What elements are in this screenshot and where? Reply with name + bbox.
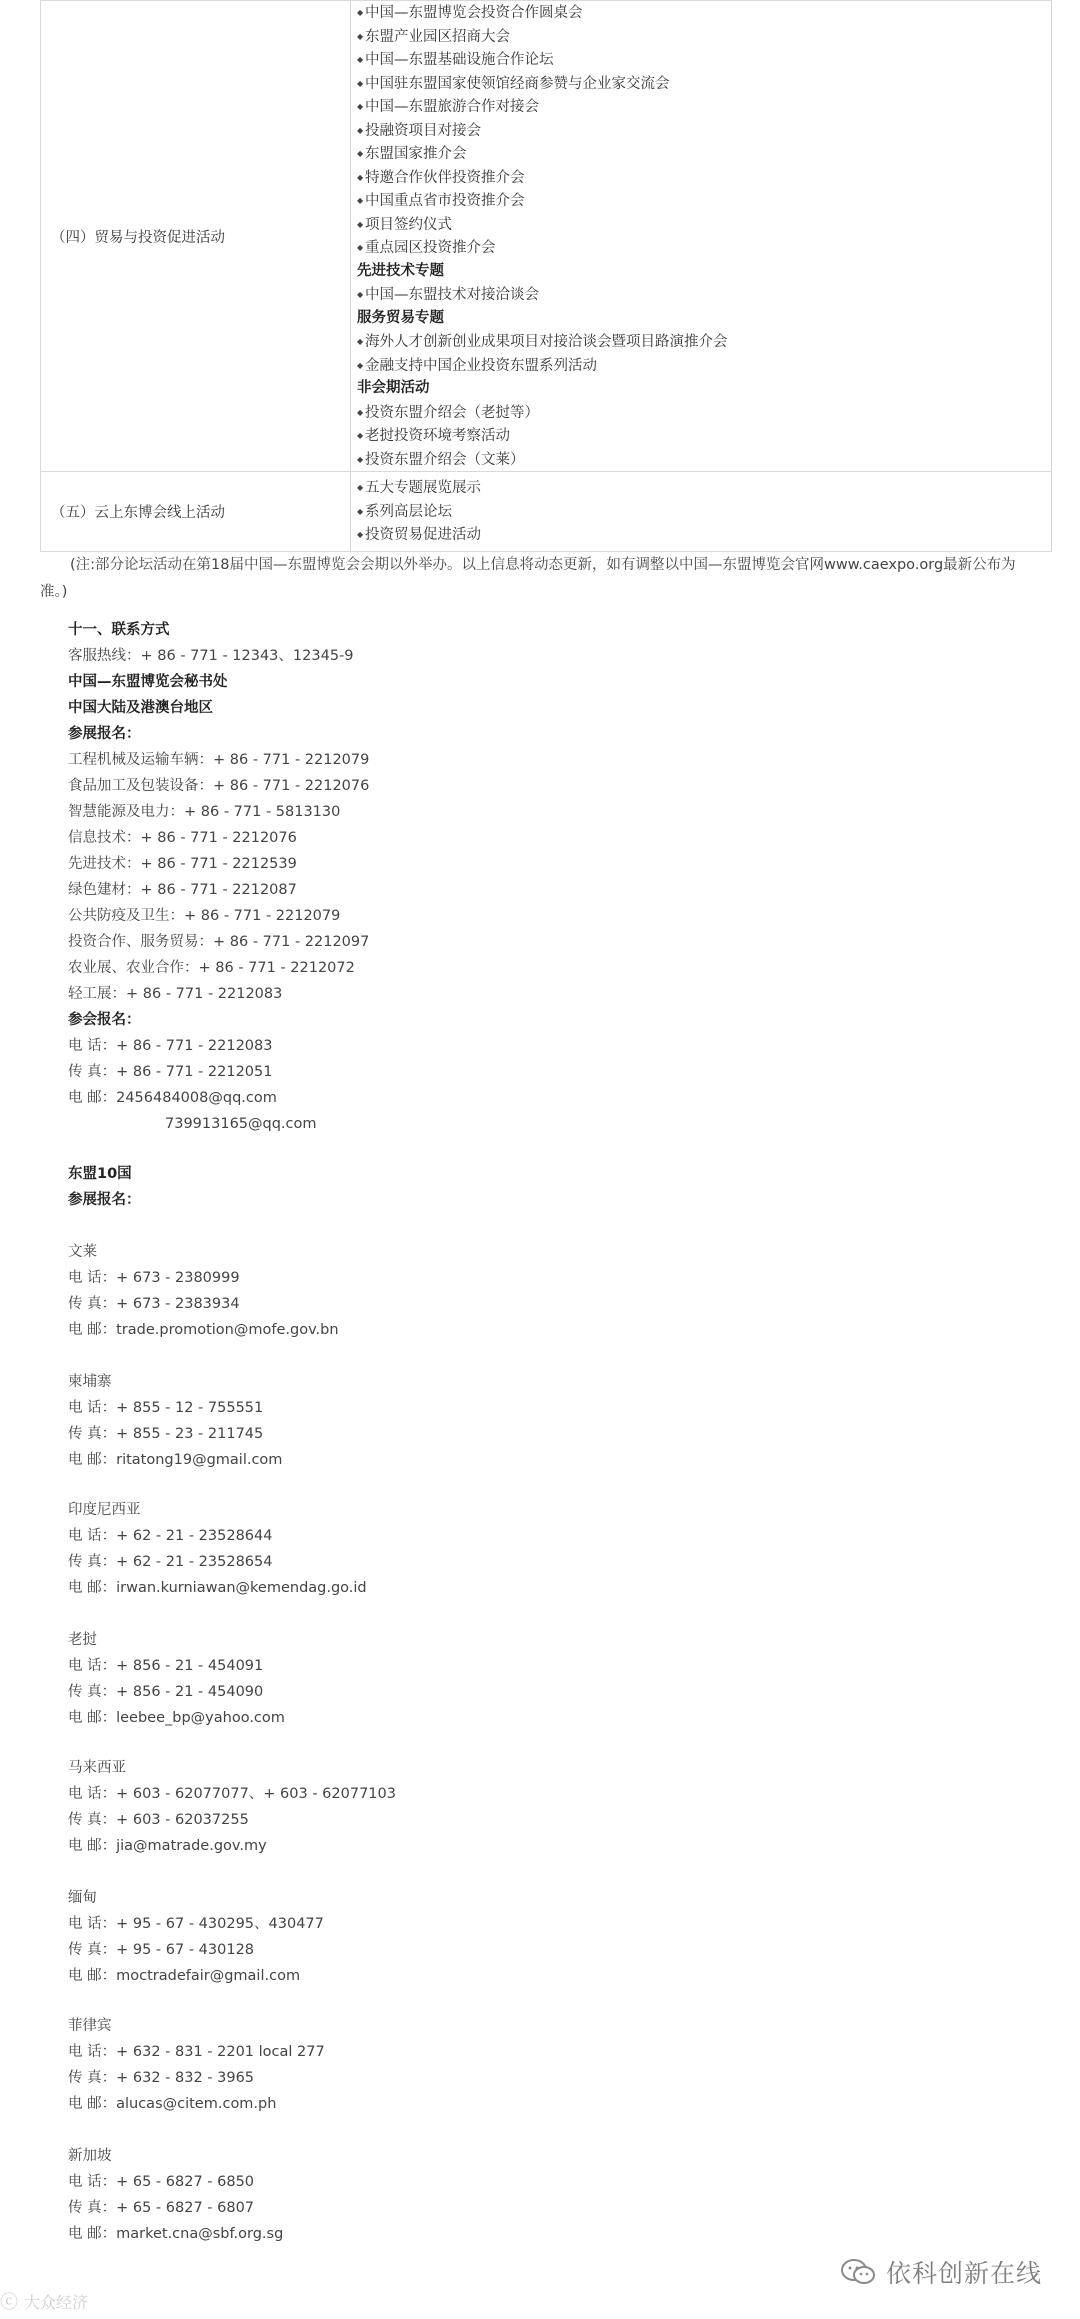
activity-item-text: 项目签约仪式 <box>365 216 452 233</box>
activity-item <box>357 354 1051 378</box>
brand-watermark <box>840 2254 1042 2290</box>
events-table-body <box>41 1 1052 552</box>
contact-line: 电 邮：leebee_bp@yahoo.com <box>68 1710 285 1726</box>
note-paragraph <box>40 552 1055 606</box>
activity-category-cell: （四）贸易与投资促进活动 <box>41 1 351 472</box>
contact-line: 缅甸 <box>68 1890 97 1906</box>
diamond-bullet-icon: ◆ <box>357 483 364 492</box>
diamond-bullet-icon: ◆ <box>357 431 364 440</box>
activity-item <box>357 500 1051 524</box>
activity-item <box>357 401 1051 425</box>
contact-line: 电 话：+ 856 - 21 - 454091 <box>68 1658 264 1674</box>
contact-line: 传 真：+ 86 - 771 - 2212051 <box>68 1064 273 1080</box>
contact-line: 柬埔寨 <box>68 1374 112 1390</box>
diamond-bullet-icon: ◆ <box>357 219 364 229</box>
wechat-icon <box>840 2258 876 2286</box>
diamond-bullet-icon: ◆ <box>357 55 364 64</box>
contact-line: 农业展、农业合作：+ 86 - 771 - 2212072 <box>68 960 355 976</box>
contact-line: 公共防疫及卫生：+ 86 - 771 - 2212079 <box>68 908 341 924</box>
activity-category-cell: （五）云上东博会线上活动 <box>41 472 351 552</box>
diamond-bullet-icon: ◆ <box>357 337 364 346</box>
activity-item <box>357 48 1051 72</box>
contact-line: 信息技术：+ 86 - 771 - 2212076 <box>68 830 297 846</box>
activity-item-text: 中国—东盟旅游合作对接会 <box>365 99 539 115</box>
note-line-2: 准。) <box>40 584 68 600</box>
contact-line: 绿色建材：+ 86 - 771 - 2212087 <box>68 882 297 898</box>
contact-line: 电 话：+ 632 - 831 - 2201 local 277 <box>68 2044 325 2060</box>
activity-item-text: 中国重点省市投资推介会 <box>365 193 525 209</box>
contact-line: 电 邮：market.cna@sbf.org.sg <box>68 2226 284 2242</box>
contact-line: 电 话：+ 603 - 62077077、+ 603 - 62077103 <box>68 1786 396 1802</box>
diamond-bullet-icon: ◆ <box>357 31 364 41</box>
activity-item-text: 投资贸易促进活动 <box>365 527 481 543</box>
brand-text: 依科创新在线 <box>885 2259 1042 2288</box>
activity-item <box>357 476 1051 500</box>
activity-item <box>357 1 1051 25</box>
activity-item-text: 老挝投资环境考察活动 <box>365 428 510 444</box>
events-table <box>40 0 1052 552</box>
activity-item-text: 中国—东盟基础设施合作论坛 <box>365 52 554 68</box>
activity-item <box>357 523 1051 547</box>
contact-line: 电 话：+ 673 - 2380999 <box>68 1270 240 1286</box>
activity-item <box>357 448 1051 472</box>
contact-heading: 参展报名： <box>68 726 141 742</box>
activity-item-text: 金融支持中国企业投资东盟系列活动 <box>365 357 597 374</box>
diamond-bullet-icon: ◆ <box>357 506 364 516</box>
contact-heading: 中国大陆及港澳台地区 <box>68 700 213 716</box>
contact-line: 电 邮：trade.promotion@mofe.gov.bn <box>68 1322 339 1338</box>
diamond-bullet-icon: ◆ <box>357 290 364 299</box>
contact-line: 电 邮：alucas@citem.com.ph <box>68 2096 277 2112</box>
contact-line: 传 真：+ 856 - 21 - 454090 <box>68 1684 264 1700</box>
contact-line: 投资合作、服务贸易：+ 86 - 771 - 2212097 <box>68 934 370 950</box>
activity-item <box>357 213 1051 237</box>
activity-group-heading <box>357 377 1051 401</box>
contact-line: 印度尼西亚 <box>68 1502 141 1518</box>
contact-line: 739913165@qq.com <box>165 1116 317 1132</box>
contact-heading: 参展报名： <box>68 1192 141 1208</box>
activity-item-text: 非会期活动 <box>357 380 430 396</box>
activity-item <box>357 283 1051 307</box>
contact-line: 传 真：+ 95 - 67 - 430128 <box>68 1942 255 1958</box>
contact-line: 客服热线：+ 86 - 771 - 12343、12345-9 <box>68 648 354 664</box>
activity-list-cell <box>351 1 1052 472</box>
diamond-bullet-icon: ◆ <box>357 149 364 158</box>
contact-line: 新加坡 <box>68 2148 112 2164</box>
contact-line: 食品加工及包装设备：+ 86 - 771 - 2212076 <box>68 778 370 794</box>
contact-heading: 中国—东盟博览会秘书处 <box>68 674 228 690</box>
activity-item <box>357 330 1051 354</box>
contact-line: 电 邮：irwan.kurniawan@kemendag.go.id <box>68 1580 367 1596</box>
contact-line: 工程机械及运输车辆：+ 86 - 771 - 2212079 <box>68 752 370 768</box>
contact-line: 电 话：+ 855 - 12 - 755551 <box>68 1400 264 1416</box>
activity-item-text: 中国—东盟技术对接洽谈会 <box>365 287 539 303</box>
contact-line: 文莱 <box>68 1244 97 1260</box>
diamond-bullet-icon: ◆ <box>357 407 364 417</box>
activity-item-text: 五大专题展览展示 <box>365 480 481 496</box>
contact-line: 传 真：+ 673 - 2383934 <box>68 1296 240 1312</box>
contact-line: 菲律宾 <box>68 2018 112 2034</box>
contact-line: 传 真：+ 65 - 6827 - 6807 <box>68 2200 255 2216</box>
corner-logo-icon: ⓒ <box>0 2292 18 2313</box>
activity-item-text: 投资东盟介绍会（老挝等） <box>365 404 539 421</box>
contact-line: 电 邮：2456484008@qq.com <box>68 1090 277 1106</box>
activity-item-text: 投融资项目对接会 <box>365 122 481 139</box>
corner-watermark <box>0 2288 88 2314</box>
activity-item <box>357 95 1051 119</box>
activity-item <box>357 236 1051 260</box>
contact-line: 老挝 <box>68 1632 97 1648</box>
contact-line: 智慧能源及电力：+ 86 - 771 - 5813130 <box>68 804 341 820</box>
activity-item-text: 系列高层论坛 <box>365 503 452 520</box>
diamond-bullet-icon: ◆ <box>357 172 364 182</box>
note-line-1: (注:部分论坛活动在第18届中国—东盟博览会会期以外举办。以上信息将动态更新，如有调整以中国—东盟博览会官网www.caexpo.org最新公布为 <box>70 557 1016 573</box>
contact-line: 传 真：+ 603 - 62037255 <box>68 1812 249 1828</box>
activity-item-text: 东盟国家推介会 <box>365 146 467 162</box>
corner-watermark-text: 大众经济 <box>24 2292 89 2312</box>
activity-item-text: 中国驻东盟国家使领馆经商参赞与企业家交流会 <box>365 75 670 92</box>
activity-list-cell <box>351 472 1052 552</box>
contact-line: 电 话：+ 65 - 6827 - 6850 <box>68 2174 255 2190</box>
activity-item-text: 重点园区投资推介会 <box>365 240 496 256</box>
activity-item <box>357 142 1051 166</box>
activity-item <box>357 166 1051 190</box>
contact-heading: 十一、联系方式 <box>68 622 170 638</box>
contact-line: 电 话：+ 95 - 67 - 430295、430477 <box>68 1916 324 1932</box>
activity-item <box>357 72 1051 96</box>
contact-line: 电 邮：jia@matrade.gov.my <box>68 1838 267 1854</box>
contact-heading: 参会报名： <box>68 1012 141 1028</box>
contact-line: 电 邮：moctradefair@gmail.com <box>68 1968 301 1984</box>
table-row <box>41 472 1052 552</box>
diamond-bullet-icon: ◆ <box>357 196 364 205</box>
activity-item <box>357 189 1051 213</box>
contact-line: 马来西亚 <box>68 1760 126 1776</box>
activity-item-text: 投资东盟介绍会（文莱） <box>365 451 525 468</box>
activity-item-text: 先进技术专题 <box>357 262 444 279</box>
contact-line: 电 话：+ 62 - 21 - 23528644 <box>68 1528 273 1544</box>
diamond-bullet-icon: ◆ <box>357 243 364 252</box>
activity-group-heading <box>357 260 1051 284</box>
diamond-bullet-icon: ◆ <box>357 125 364 135</box>
diamond-bullet-icon: ◆ <box>357 8 364 17</box>
contact-line: 轻工展：+ 86 - 771 - 2212083 <box>68 986 283 1002</box>
diamond-bullet-icon: ◆ <box>357 102 364 111</box>
diamond-bullet-icon: ◆ <box>357 530 364 539</box>
activity-item-text: 服务贸易专题 <box>357 309 444 326</box>
contact-line: 电 邮：ritatong19@gmail.com <box>68 1452 283 1468</box>
contact-line: 传 真：+ 632 - 832 - 3965 <box>68 2070 255 2086</box>
diamond-bullet-icon: ◆ <box>357 454 364 464</box>
activity-item <box>357 424 1051 448</box>
contact-line: 电 话：+ 86 - 771 - 2212083 <box>68 1038 273 1054</box>
contact-heading: 东盟10国 <box>68 1166 132 1182</box>
contact-line: 先进技术：+ 86 - 771 - 2212539 <box>68 856 297 872</box>
activity-item <box>357 25 1051 49</box>
table-row <box>41 1 1052 472</box>
contact-line: 传 真：+ 62 - 21 - 23528654 <box>68 1554 273 1570</box>
diamond-bullet-icon: ◆ <box>357 78 364 88</box>
diamond-bullet-icon: ◆ <box>357 360 364 370</box>
activity-item <box>357 119 1051 143</box>
activity-item-text: 中国—东盟博览会投资合作圆桌会 <box>365 5 583 21</box>
activity-item-text: 特邀合作伙伴投资推介会 <box>365 169 525 186</box>
activity-item-text: 海外人才创新创业成果项目对接洽谈会暨项目路演推介会 <box>365 334 728 350</box>
activity-group-heading <box>357 307 1051 331</box>
activity-item-text: 东盟产业园区招商大会 <box>365 28 510 45</box>
contact-line: 传 真：+ 855 - 23 - 211745 <box>68 1426 264 1442</box>
